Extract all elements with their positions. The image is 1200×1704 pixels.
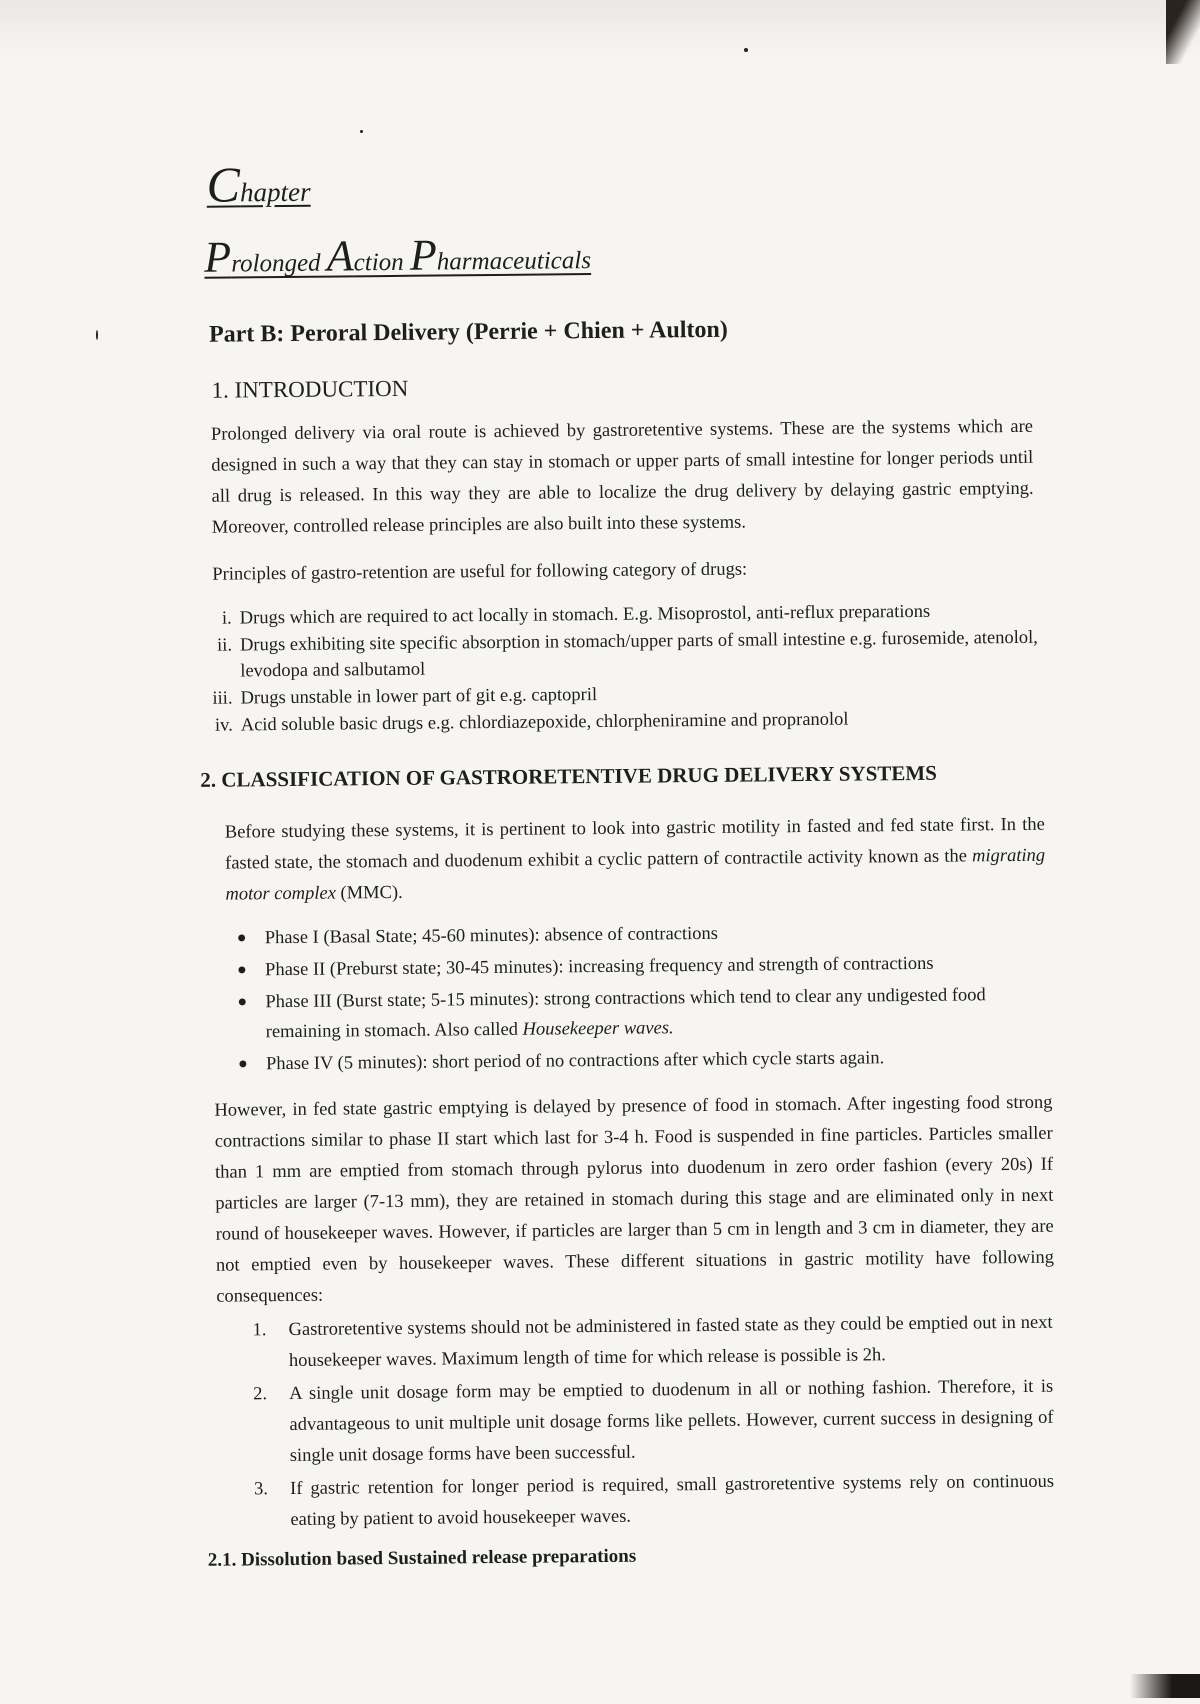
list-item: iv. Acid soluble basic drugs e.g. chlordiazepoxide, chlorpheniramine and propranolol: [199, 705, 1049, 739]
list-item: i. Drugs which are required to act locally in stomach. E.g. Misoprostol, anti-reflux preparations: [198, 598, 1048, 632]
introduction-paragraph: Prolonged delivery via oral route is achieved by gastroretentive systems. These are the systems which are designed in such a way that they can stay in stomach or upper parts of small intestine for longer periods until all drug is released. In this way they are able to localize the drug delivery by delaying gastric emptying. Moreover, controlled release principles are also built into these systems.: [210, 416, 1034, 538]
list-marker: i.: [221, 608, 232, 629]
bullet-icon: ●: [237, 961, 247, 979]
chapter-label: Chapter: [206, 156, 311, 213]
list-item: ● Phase I (Basal State; 45-60 minutes): absence of contractions: [237, 916, 1057, 954]
part-heading: Part B: Peroral Delivery (Perrie + Chien + Aulton): [208, 316, 728, 348]
list-marker: 1.: [252, 1320, 267, 1341]
bullet-icon: ●: [237, 993, 248, 1011]
list-item: ● Phase II (Preburst state; 30-45 minutes): increasing frequency and strength of contractions: [237, 948, 1057, 986]
mmc-term: migrating motor complex: [225, 845, 1046, 905]
title-initial: A: [326, 231, 354, 281]
mmc-phase-list: [237, 916, 1058, 1082]
chapter-title: [204, 228, 591, 283]
principles-intro: Principles of gastro-retention are useful for following category of drugs:: [212, 559, 748, 585]
section-heading-classification: 2. CLASSIFICATION OF GASTRORETENTIVE DRUG DELIVERY SYSTEMS: [200, 760, 937, 792]
list-marker: 2.: [253, 1384, 268, 1405]
list-item: iii. Drugs unstable in lower part of git e.g. captopril: [198, 678, 1048, 712]
title-initial: P: [204, 232, 232, 282]
list-item: 2. A single unit dosage form may be emptied to duodenum in all or nothing fashion. Therefore, it is advantageous to unit multiple unit dosage forms like pellets. However, current success in designing of single unit dosage forms have been successful.: [253, 1376, 1054, 1467]
list-item: ● Phase IV (5 minutes): short period of no contractions after which cycle starts again.: [238, 1042, 1058, 1080]
fed-state-paragraph: However, in fed state gastric emptying is delayed by presence of food in stomach. After ingesting food strong contractions similar to phase II start which last for 3-4 h. Food is suspended in fine particles. Particles smaller than 1 mm are emptied from stomach through pylorus into duodenum in zero order fashion (every 20s) If particles are larger (7-13 mm), they are retained in stomach during this stage and are eliminated only in next round of housekeeper waves. However, if particles are larger than 5 cm in length and 3 cm in diameter, they are not emptied even by housekeeper waves. These different situations in gastric motility have following consequences:: [214, 1092, 1055, 1307]
list-marker: iii.: [212, 688, 233, 709]
title-word: ction: [353, 248, 411, 277]
title-word: harmaceuticals: [436, 247, 592, 276]
section-heading-introduction: 1. INTRODUCTION: [211, 375, 409, 403]
list-item: 1. Gastroretentive systems should not be administered in fasted state as they could be emptied out in next housekeeper waves. Maximum length of time for which release is possible is 2h.: [252, 1312, 1053, 1372]
subsection-heading: 2.1. Dissolution based Sustained release preparations: [207, 1545, 637, 1571]
list-marker: ii.: [217, 635, 233, 656]
classification-paragraph: Before studying these systems, it is pertinent to look into gastric motility in fasted and fed state first. In the fasted state, the stomach and duodenum exhibit a cyclic pattern of contractile activity known as the migrating motor complex (MMC).: [224, 814, 1046, 905]
bullet-icon: ●: [236, 929, 247, 947]
consequence-list: [252, 1308, 1054, 1539]
list-item: 3. If gastric retention for longer period is required, small gastroretentive systems rely on continuous eating by patient to avoid housekeeper waves.: [254, 1471, 1055, 1531]
drug-category-list: [198, 598, 1049, 740]
title-word: rolonged: [231, 249, 327, 278]
list-item: ii. Drugs exhibiting site specific absorption in stomach/upper parts of small intestine e.g. furosemide, atenolol, levodopa and salbutamol: [198, 625, 1048, 685]
bullet-icon: ●: [237, 1055, 248, 1073]
list-item: ● Phase III (Burst state; 5-15 minutes): strong contractions which tend to clear any undigested food remaining in stomach. Also called Housekeeper waves.: [237, 985, 986, 1043]
list-marker: 3.: [254, 1479, 269, 1500]
list-marker: iv.: [214, 715, 233, 736]
title-initial: P: [409, 230, 438, 280]
